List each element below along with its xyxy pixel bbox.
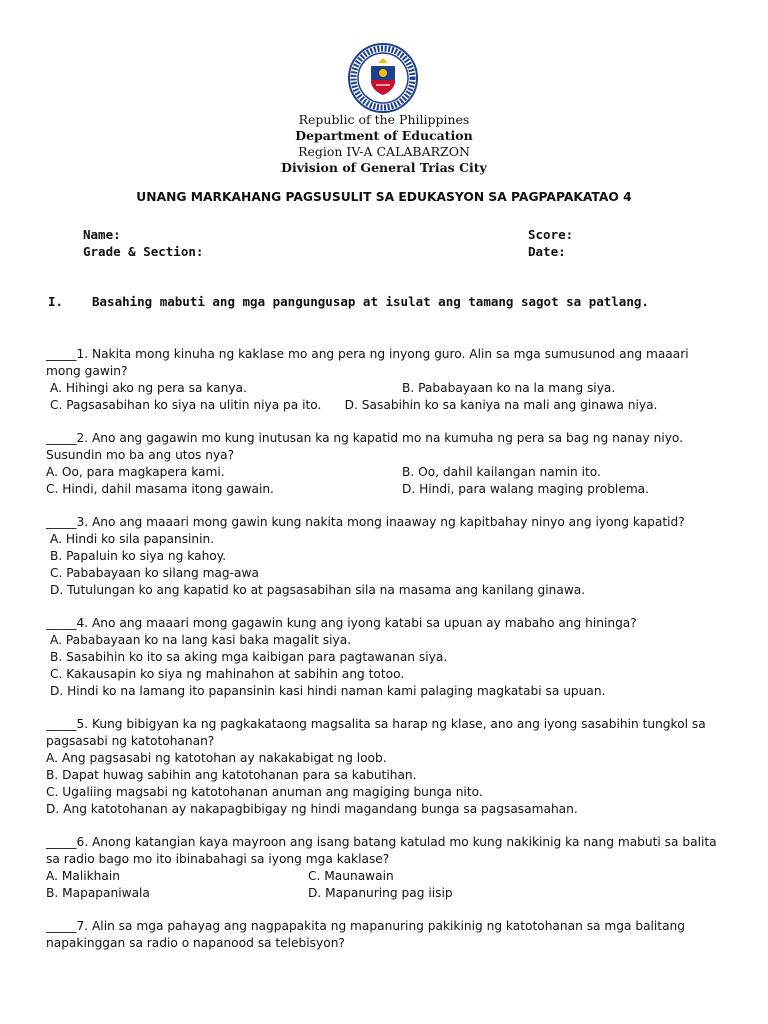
choice-d: D. Hindi, para walang maging problema. [402,482,650,496]
section-instruction-text: Basahing mabuti ang mga pangungusap at isulat ang tamang sagot sa patlang. [92,294,649,309]
choice-c: C. Maunawain [308,869,394,883]
choice-d: D. Mapanuring pag iisip [308,886,453,900]
letterhead-republic: Republic of the Philippines [298,112,470,127]
choice-a: A. Hihingi ako ng pera sa kanya. [50,381,247,395]
question-1 [46,346,726,414]
student-info-right [528,226,573,260]
letterhead-region: Region IV-A CALABARZON [298,144,470,159]
grade-section-label: Grade & Section: [83,244,204,259]
choice-b: B. Oo, dahil kailangan namin ito. [402,465,601,479]
choice-a: A. Oo, para magkapera kami. [46,465,225,479]
question-stem: _____4. Ano ang maaari mong gagawin kung ang iyong katabi sa upuan ay mabaho ang hininga? [46,616,637,630]
choice-b: B. Papaluin ko siya ng kahoy. [50,549,227,563]
choice-b: B. Pababayaan ko na la mang siya. [402,381,616,395]
letterhead-department: Department of Education [295,128,473,143]
score-label: Score: [528,227,574,242]
choice-c: C. Hindi, dahil masama itong gawain. [46,482,274,496]
question-stem: _____5. Kung bibigyan ka ng pagkakataong magsalita sa harap ng klase, ano ang iyong sasabihin tungkol sa pagsasabi ng katotohanan? [46,717,706,748]
choice-b: B. Dapat huwag sabihin ang katotohanan para sa kabutihan. [46,768,417,782]
question-list [46,346,726,968]
section-number: I. [48,294,64,309]
question-stem: _____7. Alin sa mga pahayag ang nagpapakita ng mapanuring pakikinig ng katotohanan sa mga balitang napakinggan sa radio o napanood sa telebisyon? [46,919,686,950]
exam-title: UNANG MARKAHANG PAGSUSULIT SA EDUKASYON SA PAGPAPAKATAO 4 [136,190,632,204]
question-5 [46,716,726,818]
choice-c: C. Ugaliing magsabi ng katotohanan anuman ang magiging bunga nito. [46,785,483,799]
choice-c: C. Pagsasabihan ko siya na ulitin niya pa ito. [50,398,322,412]
choice-a: A. Malikhain [46,869,120,883]
choice-d: D. Ang katotohanan ay nakapagbibigay ng hindi magandang bunga sa pagsasamahan. [46,802,578,816]
choice-d: D. Tutulungan ko ang kapatid ko at pagsasabihan sila na masama ang kanilang ginawa. [50,583,586,597]
choice-c-d [46,397,726,414]
deped-seal-icon [347,42,419,114]
date-label: Date: [528,244,566,259]
letterhead [0,112,768,176]
question-6 [46,834,726,902]
choice-b: B. Mapapaniwala [46,886,150,900]
question-3 [46,514,726,599]
question-2 [46,430,726,498]
choice-b: B. Sasabihin ko ito sa aking mga kaibigan para pagtawanan siya. [50,650,448,664]
student-info-left [83,226,203,260]
question-stem: _____2. Ano ang gagawin mo kung inutusan ka ng kapatid mo na kumuha ng pera sa bag ng nanay niyo. Susundin mo ba ang utos nya? [46,431,684,462]
question-stem: _____6. Anong katangian kaya mayroon ang isang batang katulad mo kung nakikinig ka nang mabuti sa balita sa radio bago mo ito ibinabahagi sa iyong mga kaklase? [46,835,717,866]
choice-c: C. Pababayaan ko silang mag-awa [50,566,259,580]
choice-d: D. Hindi ko na lamang ito papansinin kasi hindi naman kami palaging magkatabi sa upuan. [50,684,606,698]
question-7 [46,918,726,952]
choice-a: A. Pababayaan ko na lang kasi baka magalit siya. [50,633,352,647]
letterhead-division: Division of General Trias City [281,160,487,175]
choice-a: A. Hindi ko sila papansinin. [50,532,215,546]
choice-a: A. Ang pagsasabi ng katotohan ay nakakabigat ng loob. [46,751,387,765]
choice-d: D. Sasabihin ko sa kaniya na mali ang ginawa niya. [344,398,658,412]
choice-c: C. Kakausapin ko siya ng mahinahon at sabihin ang totoo. [50,667,405,681]
name-label: Name: [83,227,121,242]
question-stem: _____1. Nakita mong kinuha ng kaklase mo ang pera ng inyong guro. Alin sa mga sumusunod ang maaari mong gawin? [46,347,689,378]
question-stem: _____3. Ano ang maaari mong gawin kung nakita mong inaaway ng kapitbahay ninyo ang iyong kapatid? [46,515,685,529]
question-4 [46,615,726,700]
